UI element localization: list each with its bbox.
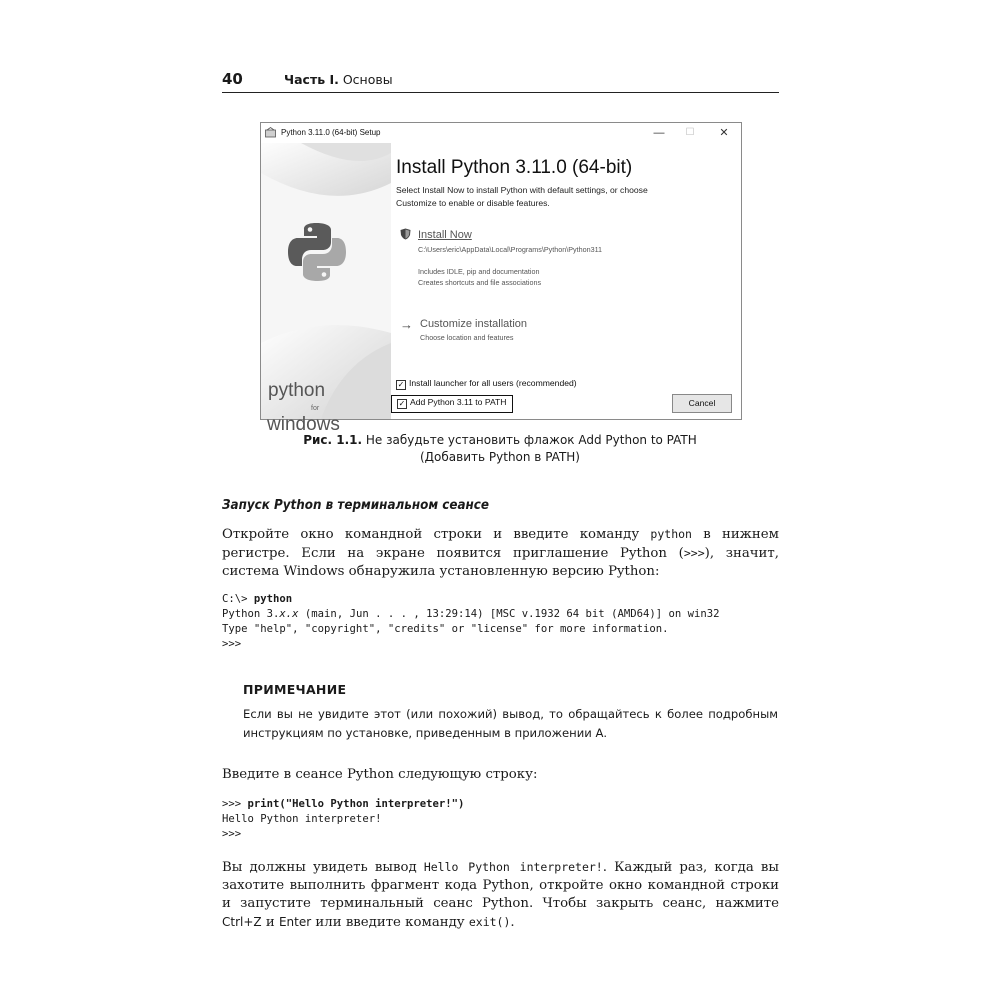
launcher-checkbox[interactable]: ✓ bbox=[397, 380, 405, 389]
install-now-link[interactable]: Install Now bbox=[418, 229, 472, 241]
brand-python: python bbox=[268, 380, 326, 401]
customize-subtitle: Choose location and features bbox=[420, 333, 514, 342]
para1-text-3: ), значит, система Windows обнаружила установленную версию Python: bbox=[222, 546, 779, 579]
para3-text-1: Вы должны увидеть вывод bbox=[222, 860, 424, 875]
intro-line-1: Select Install Now to install Python with default settings, or choose bbox=[396, 185, 648, 195]
code2-line3: >>> bbox=[222, 828, 242, 840]
para3-text-4: или введите команду bbox=[311, 915, 469, 930]
maximize-button[interactable]: ☐ bbox=[685, 127, 695, 138]
customize-installation-link[interactable]: Customize installation bbox=[420, 318, 527, 330]
note-text: Если вы не увидите этот (или похожий) вывод, то обращайтесь к более подробным инструкциям по установке, приведенным в приложении А. bbox=[243, 707, 778, 740]
note-heading: ПРИМЕЧАНИЕ bbox=[243, 682, 347, 697]
para3-key-enter: Enter bbox=[278, 915, 312, 929]
arrow-right-icon: → bbox=[400, 317, 413, 332]
add-path-checkbox-row[interactable] bbox=[391, 395, 513, 413]
caption-line-1: Не забудьте установить флажок Add Python to PATH bbox=[362, 433, 697, 447]
para1-code-python: python bbox=[650, 527, 692, 541]
launcher-checkbox-label: Install launcher for all users (recommended) bbox=[409, 378, 577, 388]
code1-command: python bbox=[253, 593, 293, 605]
part-name: Основы bbox=[338, 72, 393, 87]
para3-text-5: . bbox=[510, 915, 515, 930]
para1-text-1: Откройте окно командной строки и введите команду bbox=[222, 527, 651, 542]
branding-panel bbox=[261, 143, 391, 435]
code1-line2-a: Python 3. bbox=[222, 608, 280, 620]
code1-line4: >>> bbox=[222, 638, 242, 650]
para3-code-output: Hello Python interpreter! bbox=[423, 860, 603, 874]
caption-label: Рис. 1.1. bbox=[303, 433, 363, 447]
code2-prompt: >>> bbox=[222, 798, 248, 810]
window-title: Python 3.11.0 (64-bit) Setup bbox=[281, 128, 381, 137]
intro-line-2: Customize to enable or disable features. bbox=[396, 198, 550, 208]
para3-code-exit: exit() bbox=[468, 915, 511, 929]
brand-for: for bbox=[311, 405, 320, 412]
page-number: 40 bbox=[222, 70, 243, 88]
add-path-checkbox-label: Add Python 3.11 to PATH bbox=[410, 397, 507, 407]
cancel-button[interactable]: Cancel bbox=[672, 394, 732, 413]
brand-windows: windows bbox=[267, 414, 340, 435]
code2-command: print("Hello Python interpreter!") bbox=[247, 798, 465, 810]
code1-line2-version: x.x bbox=[279, 608, 299, 620]
python-logo-icon bbox=[286, 221, 348, 283]
paragraph-2: Введите в сеансе Python следующую строку: bbox=[222, 767, 538, 782]
minimize-button[interactable]: — bbox=[653, 127, 665, 139]
code2-line2: Hello Python interpreter! bbox=[222, 813, 382, 825]
installer-window bbox=[260, 122, 742, 435]
code1-prompt: C:\> bbox=[222, 593, 254, 605]
launcher-checkbox-row[interactable] bbox=[396, 378, 577, 391]
install-note-1: Includes IDLE, pip and documentation bbox=[418, 267, 540, 276]
section-heading: Запуск Python в терминальном сеансе bbox=[222, 498, 490, 513]
para1-code-prompt: >>> bbox=[683, 546, 705, 560]
installer-heading: Install Python 3.11.0 (64-bit) bbox=[396, 157, 633, 178]
para1-text-2: в нижнем регистре. Если на экране появится приглашение Python ( bbox=[222, 527, 779, 561]
installer-app-icon bbox=[265, 127, 276, 138]
running-header bbox=[222, 70, 779, 93]
para3-key-ctrl-z: Ctrl+Z bbox=[222, 915, 262, 929]
code-block-1 bbox=[222, 592, 720, 652]
part-label: Часть I. bbox=[284, 72, 339, 87]
figure-caption bbox=[230, 432, 770, 466]
paragraph-1 bbox=[222, 525, 779, 581]
code1-line3: Type "help", "copyright", "credits" or "license" for more information. bbox=[222, 623, 669, 635]
install-note-2: Creates shortcuts and file associations bbox=[418, 278, 542, 287]
title-bar bbox=[261, 123, 741, 143]
caption-line-2: (Добавить Python в PATH) bbox=[420, 450, 580, 464]
code-block-2 bbox=[222, 797, 464, 842]
install-now-details bbox=[418, 266, 541, 288]
part-title bbox=[284, 72, 393, 87]
para3-text-2: . Каждый раз, когда вы захотите выполнить фрагмент кода Python, откройте окно командной строки и запустите терминальный сеанс Python. Чтобы закрыть сеанс, нажмите bbox=[222, 860, 779, 911]
installer-intro bbox=[396, 184, 716, 210]
paragraph-3 bbox=[222, 858, 779, 932]
shield-icon bbox=[400, 228, 411, 240]
install-path: C:\Users\eric\AppData\Local\Programs\Python\Python311 bbox=[418, 245, 603, 254]
para3-text-3: и bbox=[261, 915, 279, 930]
close-button[interactable]: ✕ bbox=[719, 127, 729, 139]
add-path-checkbox[interactable]: ✓ bbox=[398, 399, 406, 408]
code1-line2-b: (main, Jun . . . , 13:29:14) [MSC v.1932 64 bit (AMD64)] on win32 bbox=[298, 608, 720, 620]
